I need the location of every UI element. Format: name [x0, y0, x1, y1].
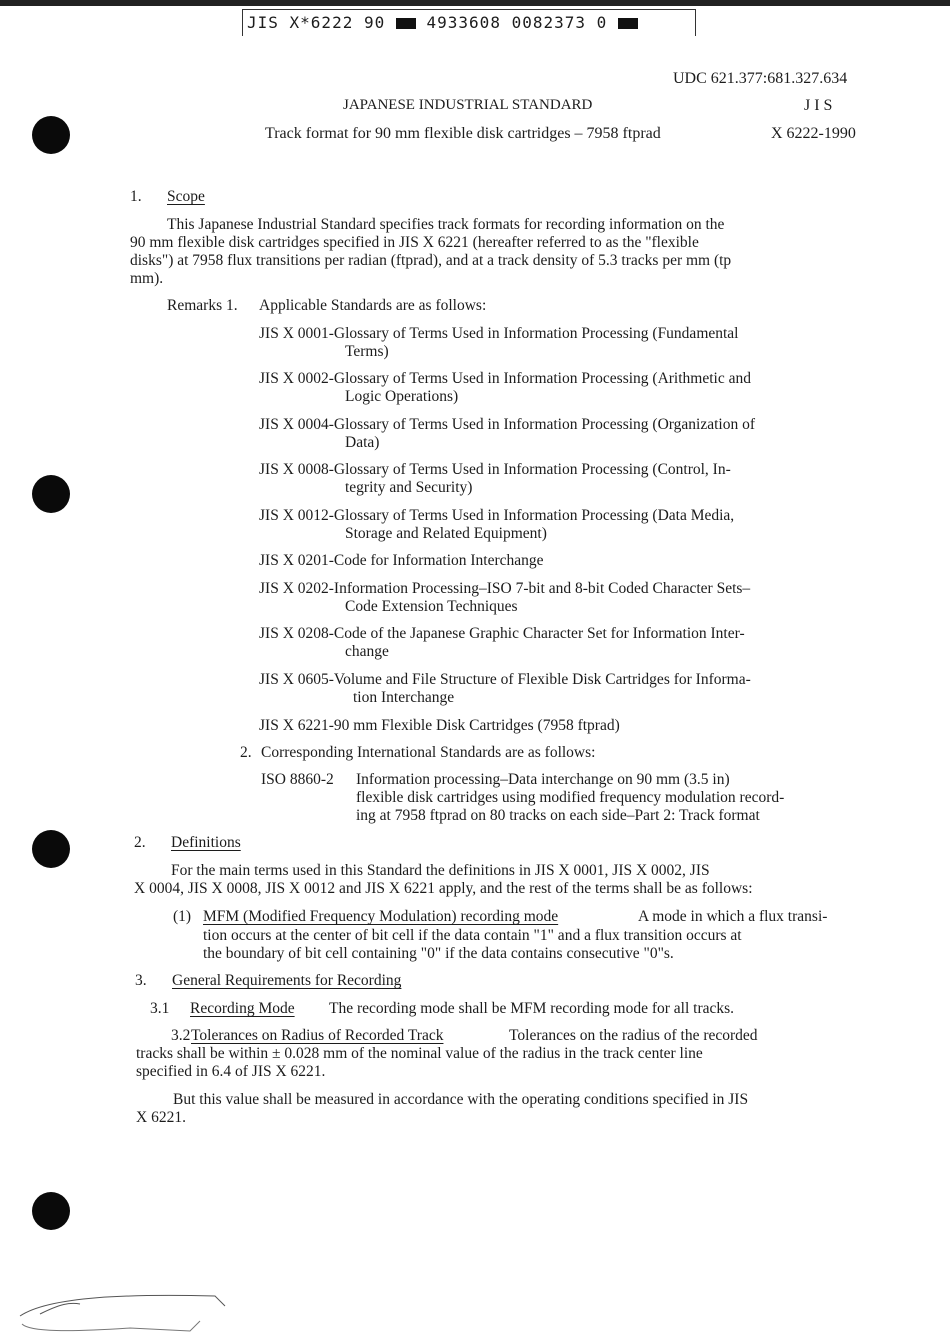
- standard-ref: JIS X 0008-Glossary of Terms Used in Information Processing (Control, In-: [259, 461, 731, 478]
- remarks-label: Remarks 1.: [167, 297, 238, 314]
- udc-number: UDC 621.377:681.327.634: [673, 70, 848, 87]
- iso-title: flexible disk cartridges using modified frequency modulation record-: [356, 789, 785, 806]
- scope-heading: Scope: [167, 188, 205, 205]
- standard-number: X 6222-1990: [771, 125, 856, 142]
- stamp-block-mark: [396, 18, 416, 29]
- section-number: 3.: [135, 972, 147, 989]
- tolerances-heading: Tolerances on Radius of Recorded Track: [191, 1027, 444, 1044]
- scan-scribble: [10, 1286, 230, 1336]
- measurement-note: X 6221.: [136, 1109, 186, 1126]
- general-heading: General Requirements for Recording: [172, 972, 402, 989]
- standard-ref: JIS X 6221-90 mm Flexible Disk Cartridges (7958 ftprad): [259, 717, 620, 734]
- standard-ref: JIS X 0202-Information Processing–ISO 7-bit and 8-bit Coded Character Sets–: [259, 580, 751, 597]
- jis-mark: J I S: [804, 97, 833, 114]
- standard-ref-cont: Storage and Related Equipment): [345, 525, 547, 542]
- definitions-text: X 0004, JIS X 0008, JIS X 0012 and JIS X 6221 apply, and the rest of the terms shall be as follows:: [134, 880, 753, 897]
- definition-text: A mode in which a flux transi-: [638, 908, 828, 925]
- standard-ref-cont: Terms): [345, 343, 389, 360]
- section-number: 2.: [134, 834, 146, 851]
- iso-title: ing at 7958 ftprad on 80 tracks on each side–Part 2: Track format: [356, 807, 760, 824]
- iso-code: ISO 8860-2: [261, 771, 334, 788]
- punch-hole: [32, 1192, 70, 1230]
- scope-text: 90 mm flexible disk cartridges specified in JIS X 6221 (hereafter referred to as the "flexible: [130, 234, 699, 251]
- standard-ref: JIS X 0605-Volume and File Structure of Flexible Disk Cartridges for Informa-: [259, 671, 751, 688]
- standard-ref-cont: Data): [345, 434, 380, 451]
- measurement-note: But this value shall be measured in accordance with the operating conditions specified in JIS: [173, 1091, 749, 1108]
- scope-text: This Japanese Industrial Standard specifies track formats for recording information on the: [167, 216, 725, 233]
- punch-hole: [32, 830, 70, 868]
- tolerances-text: Tolerances on the radius of the recorded: [509, 1027, 758, 1044]
- definition-text: the boundary of bit cell containing "0" if the data contains consecutive "0"s.: [203, 945, 674, 962]
- definition-text: tion occurs at the center of bit cell if the data contain "1" and a flux transition occurs at: [203, 927, 742, 944]
- stamp-block-mark: [618, 18, 638, 29]
- subsection-number: 3.2: [171, 1027, 191, 1044]
- scope-text: mm).: [130, 270, 164, 287]
- standard-ref-cont: tion Interchange: [353, 689, 455, 706]
- remarks-intro: Applicable Standards are as follows:: [259, 297, 487, 314]
- remarks-2-number: 2.: [240, 744, 252, 761]
- stamp-serial: 4933608 0082373 0: [426, 13, 608, 32]
- definition-item-number: (1): [173, 908, 192, 925]
- document-title: Track format for 90 mm flexible disk cartridges – 7958 ftprad: [265, 125, 661, 142]
- iso-title: Information processing–Data interchange on 90 mm (3.5 in): [356, 771, 730, 788]
- subsection-number: 3.1: [150, 1000, 170, 1017]
- tolerances-text: tracks shall be within ± 0.028 mm of the nominal value of the radius in the track center line: [136, 1045, 703, 1062]
- standard-name: JAPANESE INDUSTRIAL STANDARD: [343, 97, 593, 113]
- punch-hole: [32, 475, 70, 513]
- standard-ref: JIS X 0208-Code of the Japanese Graphic Character Set for Information Inter-: [259, 625, 745, 642]
- stamp-code: JIS X*6222 90: [247, 13, 386, 32]
- standard-ref-cont: Code Extension Techniques: [345, 598, 518, 615]
- standard-ref-cont: tegrity and Security): [345, 479, 473, 496]
- header-stamp: [242, 9, 696, 36]
- standard-ref-cont: Logic Operations): [345, 388, 459, 405]
- definitions-text: For the main terms used in this Standard the definitions in JIS X 0001, JIS X 0002, JIS: [171, 862, 710, 879]
- standard-ref: JIS X 0201-Code for Information Interchange: [259, 552, 544, 569]
- section-number: 1.: [130, 188, 142, 205]
- standard-ref: JIS X 0001-Glossary of Terms Used in Information Processing (Fundamental: [259, 325, 739, 342]
- definition-term: MFM (Modified Frequency Modulation) recording mode: [203, 908, 559, 925]
- standard-ref: JIS X 0002-Glossary of Terms Used in Information Processing (Arithmetic and: [259, 370, 751, 387]
- scan-top-edge: [0, 0, 950, 6]
- standard-ref-cont: change: [345, 643, 389, 660]
- recording-mode-text: The recording mode shall be MFM recording mode for all tracks.: [329, 1000, 735, 1017]
- standard-ref: JIS X 0004-Glossary of Terms Used in Information Processing (Organization of: [259, 416, 755, 433]
- tolerances-text: specified in 6.4 of JIS X 6221.: [136, 1063, 326, 1080]
- recording-mode-heading: Recording Mode: [190, 1000, 295, 1017]
- punch-hole: [32, 116, 70, 154]
- remarks-2-intro: Corresponding International Standards are as follows:: [261, 744, 596, 761]
- standard-ref: JIS X 0012-Glossary of Terms Used in Information Processing (Data Media,: [259, 507, 735, 524]
- definitions-heading: Definitions: [171, 834, 241, 851]
- scope-text: disks") at 7958 flux transitions per radian (ftprad), and at a track density of 5.3 tracks per mm (tp: [130, 252, 732, 269]
